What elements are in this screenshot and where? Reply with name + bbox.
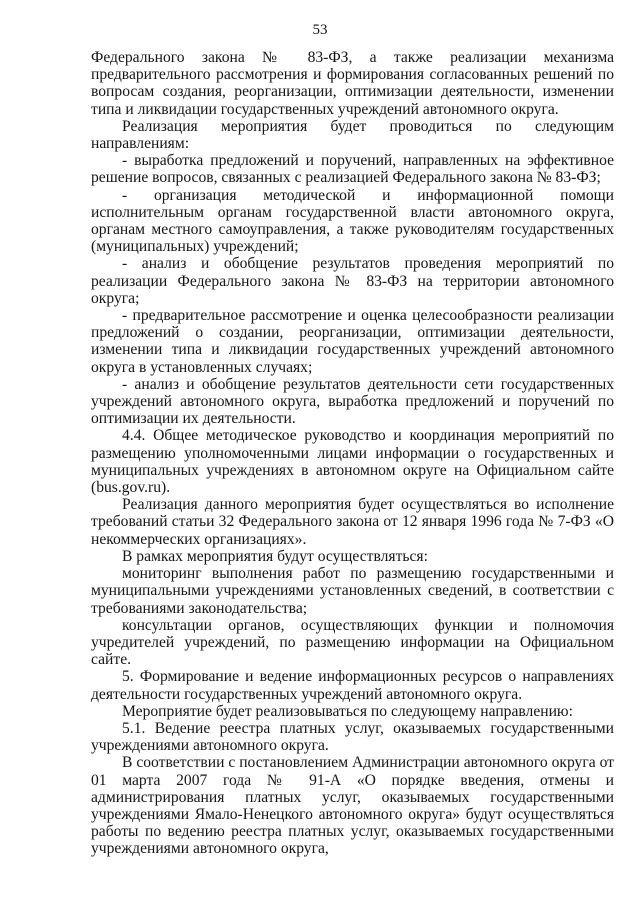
list-item: - выработка предложений и поручений, направленных на эффективное решение вопросов, связанных с реализацией Федерального закона № 83-ФЗ; [91, 152, 614, 187]
paragraph: 4.4. Общее методическое руководство и координация мероприятий по размещению уполномоченными лицами информации о государственных и муниципальных учреждениях в автономном округе на Официальном сайте (bus.gov.ru). [91, 427, 614, 497]
list-item: - организация методической и информационной помощи исполнительным органам государственной власти автономного округа, органам местного самоуправления, а также руководителям государственных (муниципальных) учреждений; [91, 186, 614, 256]
paragraph: 5. Формирование и ведение информационных ресурсов о направлениях деятельности государственных учреждений автономного округа. [91, 668, 614, 703]
paragraph: 5.1. Ведение реестра платных услуг, оказываемых государственными учреждениями автономного округа. [91, 719, 614, 755]
paragraph: Мероприятие будет реализовываться по следующему направлению: [122, 702, 573, 720]
paragraph: мониторинг выполнения работ по размещению государственными и муниципальными учреждениями установленных сведений, в соответствии с требованиями законодательства; [91, 565, 614, 617]
paragraph: Реализация данного мероприятия будет осуществляться во исполнение требований статьи 32 Федерального закона от 12 января 1996 года № 7-ФЗ «О некоммерческих организациях». [91, 496, 614, 548]
paragraph: В рамках мероприятия будут осуществляться: [122, 547, 428, 565]
paragraph: Федерального закона № 83-ФЗ, а также реализации механизма предварительного рассмотрения и формирования согласованных решений по вопросам создания, реорганизации, оптимизации деятельности, изменении типа и ликвидации государственных учреждений автономного округа. [91, 49, 614, 118]
paragraph: Реализация мероприятия будет проводиться по следующим направлениям: [91, 117, 614, 153]
list-item: - анализ и обобщение результатов деятельности сети государственных учреждений автономного округа, выработка предложений и поручений по оптимизации их деятельности. [91, 375, 614, 428]
page-number: 53 [312, 22, 328, 38]
list-item: - предварительное рассмотрение и оценка целесообразности реализации предложений о создании, реорганизации, оптимизации деятельности, изменении типа и ликвидации государственных учреждений автономного округа в установленных случаях; [91, 307, 614, 376]
paragraph: консультации органов, осуществляющих функции и полномочия учредителей учреждений, по размещению информации на Официальном сайте. [91, 616, 614, 669]
document-body [91, 49, 614, 858]
paragraph: В соответствии с постановлением Администрации автономного округа от 01 марта 2007 года № 91-А «О порядке введения, отмены и администрирования платных услуг, оказываемых государственными учреждениями Ямало-Ненецкого автономного округа» будут осуществляться работы по ведению реестра платных услуг, оказываемых государственными учреждениями автономного округа, [91, 754, 614, 858]
list-item: - анализ и обобщение результатов проведения мероприятий по реализации Федерального закона № 83-ФЗ на территории автономного округа; [91, 255, 614, 307]
